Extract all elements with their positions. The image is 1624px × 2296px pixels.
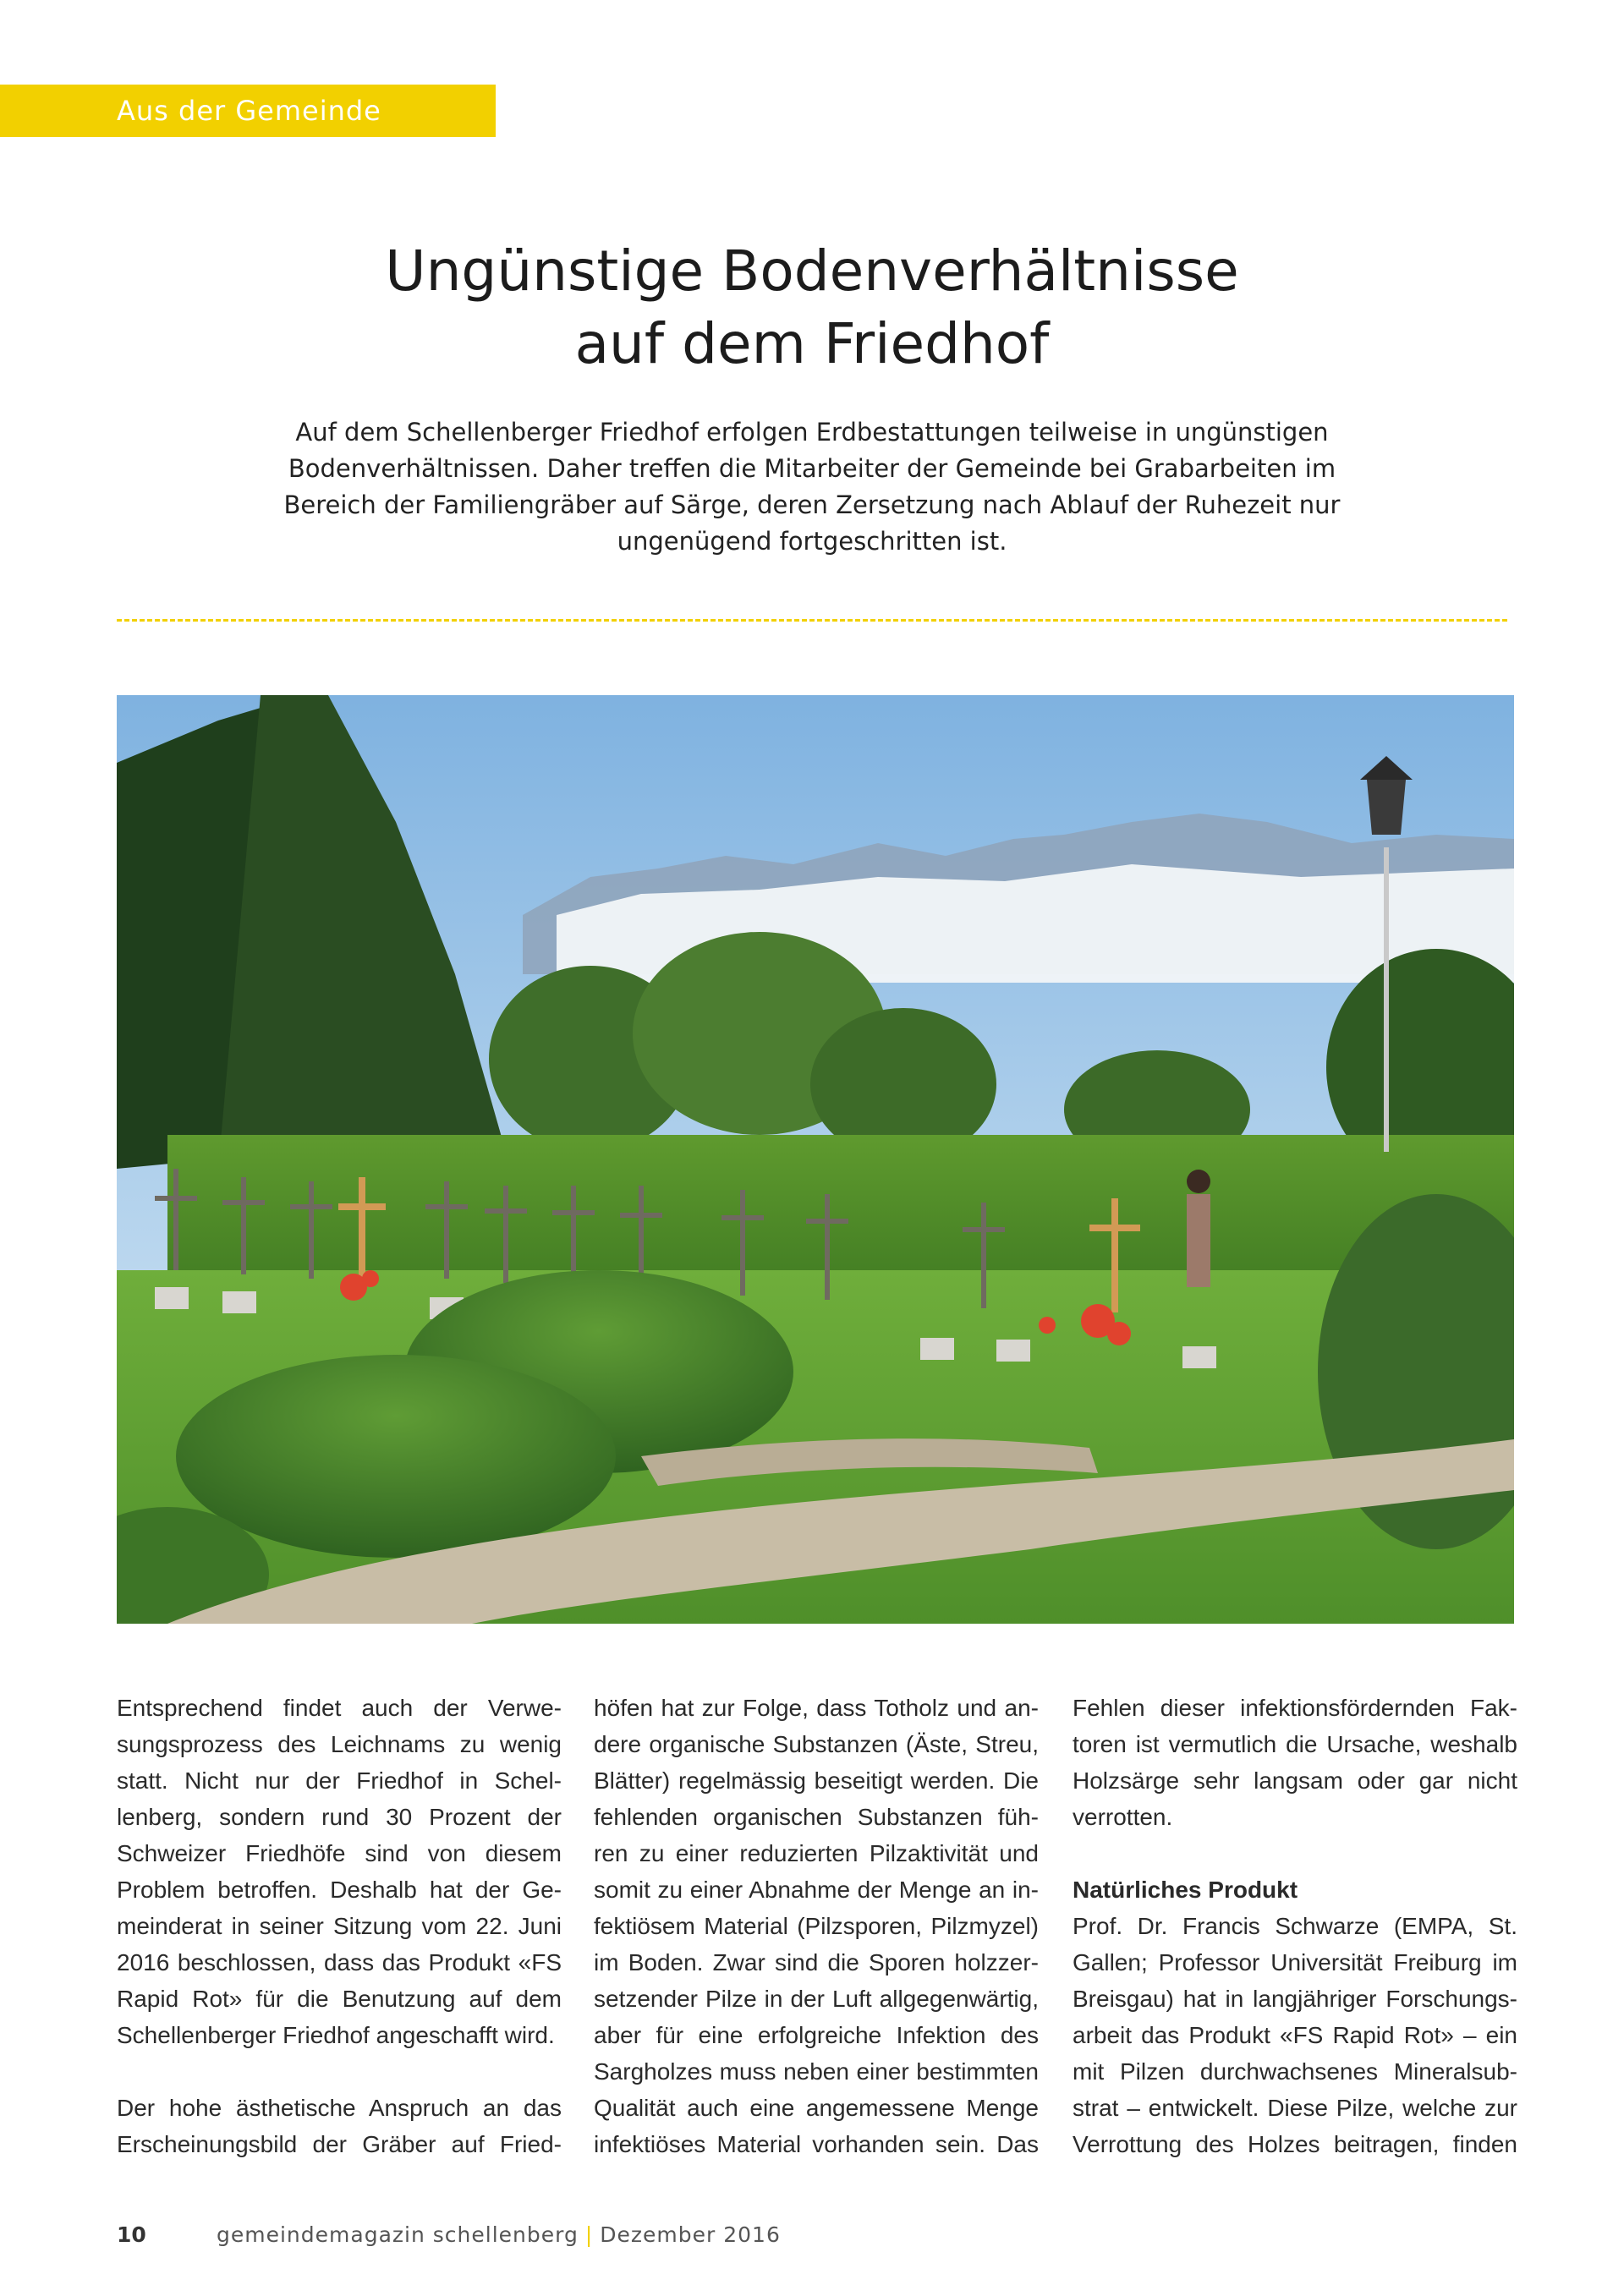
body-line: strat – entwickelt. Diese Pilze, welche zur: [1073, 2095, 1517, 2121]
text-column-3: [1073, 1690, 1517, 2162]
body-line: Schweizer Friedhöfe sind von diesem: [117, 1840, 562, 1866]
body-line: fektiösem Material (Pilzsporen, Pilzmyzel): [594, 1913, 1039, 1939]
body-line: ren zu einer reduzierten Pilzaktivität und: [594, 1840, 1039, 1866]
body-line: höfen hat zur Folge, dass Totholz und an-: [594, 1695, 1039, 1721]
body-line: Verrottung des Holzes beitragen, finden: [1073, 2131, 1517, 2157]
paragraph-gap: [117, 2053, 562, 2090]
lead-line: Bereich der Familiengräber auf Särge, deren Zersetzung nach Ablauf der Ruhezeit nur: [283, 490, 1341, 519]
body-line: setzender Pilze in der Luft allgegenwärtig,: [594, 1986, 1039, 2012]
body-line: infektiöses Material vorhanden sein. Das: [594, 2131, 1039, 2157]
body-line: arbeit das Produkt «FS Rapid Rot» – ein: [1073, 2022, 1517, 2048]
body-line: meinderat in seiner Sitzung vom 22. Juni: [117, 1913, 562, 1939]
footer-separator: |: [584, 2222, 594, 2247]
paragraph-gap: [1073, 1835, 1517, 1871]
body-line: Blätter) regelmässig beseitigt werden. Die: [594, 1767, 1039, 1794]
headline-line-1: Ungünstige Bodenverhältnisse: [385, 238, 1239, 304]
issue-date: Dezember 2016: [600, 2222, 781, 2247]
body-line: 2016 beschlossen, dass das Produkt «FS: [117, 1949, 562, 1975]
body-line: Holzsärge sehr langsam oder gar nicht: [1073, 1767, 1517, 1794]
cemetery-photo: [117, 695, 1514, 1624]
body-line: verrotten.: [1073, 1804, 1173, 1830]
body-line: Breisgau) hat in langjähriger Forschungs-: [1073, 1986, 1517, 2012]
body-line: somit zu einer Abnahme der Menge an in-: [594, 1877, 1039, 1903]
body-line: Entsprechend findet auch der Verwe-: [117, 1695, 562, 1721]
publication-info: [217, 2222, 781, 2247]
magazine-name: gemeindemagazin schellenberg: [217, 2222, 579, 2247]
body-line: sungsprozess des Leichnams zu wenig: [117, 1731, 562, 1757]
lead-line: ungenügend fortgeschritten ist.: [617, 527, 1007, 556]
body-line: lenberg, sondern rund 30 Prozent der: [117, 1804, 562, 1830]
body-line: Prof. Dr. Francis Schwarze (EMPA, St.: [1073, 1913, 1517, 1939]
body-line: Schellenberger Friedhof angeschafft wird.: [117, 2022, 555, 2048]
body-line: Rapid Rot» für die Benutzung auf dem: [117, 1986, 562, 2012]
body-line: Qualität auch eine angemessene Menge: [594, 2095, 1039, 2121]
body-line: Gallen; Professor Universität Freiburg im: [1073, 1949, 1517, 1975]
lead-line: Auf dem Schellenberger Friedhof erfolgen Erdbestattungen teilweise in ungünstigen: [295, 418, 1329, 447]
article-lead: [203, 414, 1421, 560]
article-headline: [117, 235, 1507, 381]
body-line: aber für eine erfolgreiche Infektion des: [594, 2022, 1039, 2048]
body-line: Sargholzes muss neben einer bestimmten: [594, 2058, 1039, 2085]
page-number: 10: [117, 2222, 146, 2247]
body-line: Erscheinungsbild der Gräber auf Fried-: [117, 2131, 562, 2157]
body-line: Problem betroffen. Deshalb hat der Ge-: [117, 1877, 562, 1903]
text-column-2: [594, 1690, 1039, 2162]
body-line: statt. Nicht nur der Friedhof in Schel-: [117, 1767, 562, 1794]
body-line: fehlenden organischen Substanzen füh-: [594, 1804, 1039, 1830]
body-line: dere organische Substanzen (Äste, Streu,: [594, 1731, 1039, 1757]
text-column-1: [117, 1690, 562, 2162]
body-line: toren ist vermutlich die Ursache, weshalb: [1073, 1731, 1517, 1757]
body-line: im Boden. Zwar sind die Sporen holzzer-: [594, 1949, 1039, 1975]
body-line: mit Pilzen durchwachsenes Mineralsub-: [1073, 2058, 1517, 2085]
subheading: Natürliches Produkt: [1073, 1877, 1298, 1903]
lead-line: Bodenverhältnissen. Daher treffen die Mitarbeiter der Gemeinde bei Grabarbeiten im: [288, 454, 1336, 483]
dashed-divider: [117, 619, 1507, 622]
body-line: Der hohe ästhetische Anspruch an das: [117, 2095, 562, 2121]
section-label: Aus der Gemeinde: [117, 95, 381, 127]
body-line: Fehlen dieser infektionsfördernden Fak-: [1073, 1695, 1517, 1721]
section-band: [0, 85, 496, 137]
headline-line-2: auf dem Friedhof: [574, 311, 1050, 376]
